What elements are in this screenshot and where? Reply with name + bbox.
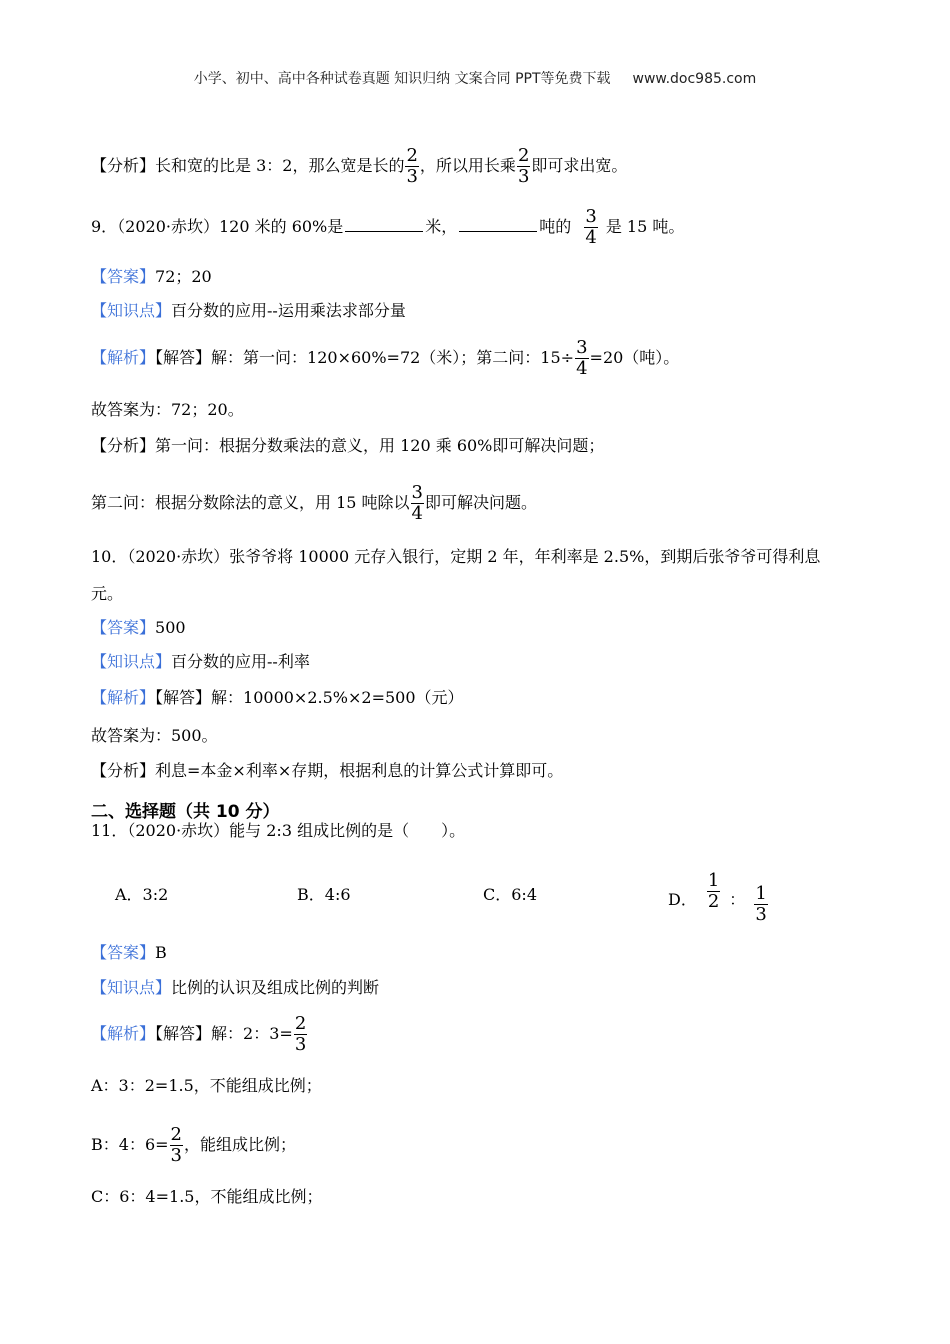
q9-stem: 9．（2020·赤坎）120 米的 60%是 米， 吨的 $\frac{3}{4}$ 是 15 吨。	[91, 206, 685, 248]
fraction: $\frac{1}{2}$	[707, 870, 720, 912]
q11-jiexi: 【解析】【解答】解：2：3= $\frac{2}{3}$	[91, 1013, 307, 1055]
fraction: $\frac{2}{3}$	[406, 145, 418, 187]
option-b: B．4:6	[297, 885, 351, 904]
tag-answer: 【答案】	[91, 618, 156, 637]
q10-stem-line2: 元。	[91, 584, 124, 603]
fraction: $\frac{2}{3}$	[517, 145, 530, 187]
tag-answer: 【答案】	[91, 943, 156, 962]
tag-jiexi: 【解析】	[91, 688, 156, 707]
q9-analysis: 【分析】第一问：根据分数乘法的意义，用 120 乘 60%即可解决问题；	[91, 436, 605, 455]
q11-knowledge: 【知识点】比例的认识及组成比例的判断	[91, 978, 380, 997]
q11-answer: 【答案】B	[91, 943, 167, 962]
page-header	[0, 68, 950, 88]
fraction: $\frac{2}{3}$	[170, 1124, 182, 1166]
tag-solve: 【解答】	[155, 348, 212, 367]
tag-solve: 【解答】	[155, 688, 212, 707]
header-url[interactable]: www.doc985.com	[632, 71, 757, 87]
q9-jiexi: 【解析】【解答】解：第一问：120×60%=72（米）；第二问：15÷ $\frac{3}{4}$ =20（吨）。	[91, 337, 680, 379]
q10-conclusion: 故答案为：500。	[91, 726, 218, 745]
option-a: A．3:2	[115, 885, 169, 904]
q10-analysis: 【分析】利息=本金×利率×存期，根据利息的计算公式计算即可。	[91, 761, 564, 780]
q9-knowledge: 【知识点】百分数的应用--运用乘法求部分量	[91, 301, 406, 320]
section-title: 二、选择题（共 10 分）	[91, 802, 280, 822]
option-d: D． $\frac{1}{2}$ ： $\frac{1}{3}$	[668, 870, 767, 925]
q10-stem-line1: 10．（2020·赤坎）张爷爷将 10000 元存入银行，定期 2 年，年利率是 2.5%，到期后张爷爷可得利息	[91, 547, 821, 566]
q10-answer: 【答案】500	[91, 618, 186, 637]
q11-line-c: C：6：4=1.5，不能组成比例；	[91, 1187, 323, 1206]
header-text: 小学、初中、高中各种试卷真题 知识归纳 文案合同 PPT等免费下载	[193, 71, 611, 87]
tag-analysis: 【分析】	[91, 761, 156, 780]
tag-knowledge: 【知识点】	[91, 301, 172, 320]
answer-blank	[459, 215, 537, 232]
q9-answer: 【答案】72；20	[91, 267, 212, 286]
q11-line-a: A：3：2=1.5，不能组成比例；	[91, 1076, 322, 1095]
q11-line-b: B：4：6= $\frac{2}{3}$ ，能组成比例；	[91, 1124, 296, 1166]
tag-jiexi: 【解析】	[91, 348, 156, 367]
q10-jiexi: 【解析】【解答】解：10000×2.5%×2=500（元）	[91, 688, 464, 707]
q10-knowledge: 【知识点】百分数的应用--利率	[91, 652, 310, 671]
q9-conclusion: 故答案为：72；20。	[91, 400, 244, 419]
q8-analysis: 【分析】长和宽的比是 3：2，那么宽是长的 $\frac{2}{3}$ ，所以用长乘 $\frac{2}{3}$ 即可求出宽。	[91, 145, 628, 187]
fraction: $\frac{3}{4}$	[576, 337, 588, 379]
answer-blank	[345, 215, 423, 232]
tag-solve: 【解答】	[155, 1024, 212, 1043]
option-c: C．6:4	[483, 885, 537, 904]
tag-knowledge: 【知识点】	[91, 978, 172, 997]
tag-jiexi: 【解析】	[91, 1024, 156, 1043]
fraction: $\frac{1}{3}$	[755, 883, 767, 925]
tag-knowledge: 【知识点】	[91, 652, 172, 671]
q9-analysis2: 第二问：根据分数除法的意义，用 15 吨除以 $\frac{3}{4}$ 即可解决问题。	[91, 482, 538, 524]
fraction: $\frac{3}{4}$	[585, 206, 597, 248]
q11-stem: 11．（2020·赤坎）能与 2:3 组成比例的是（ ）。	[91, 821, 466, 840]
fraction: $\frac{3}{4}$	[411, 482, 423, 524]
fraction: $\frac{2}{3}$	[294, 1013, 307, 1055]
tag-answer: 【答案】	[91, 267, 156, 286]
tag-analysis: 【分析】	[91, 156, 156, 175]
tag-analysis: 【分析】	[91, 436, 156, 455]
